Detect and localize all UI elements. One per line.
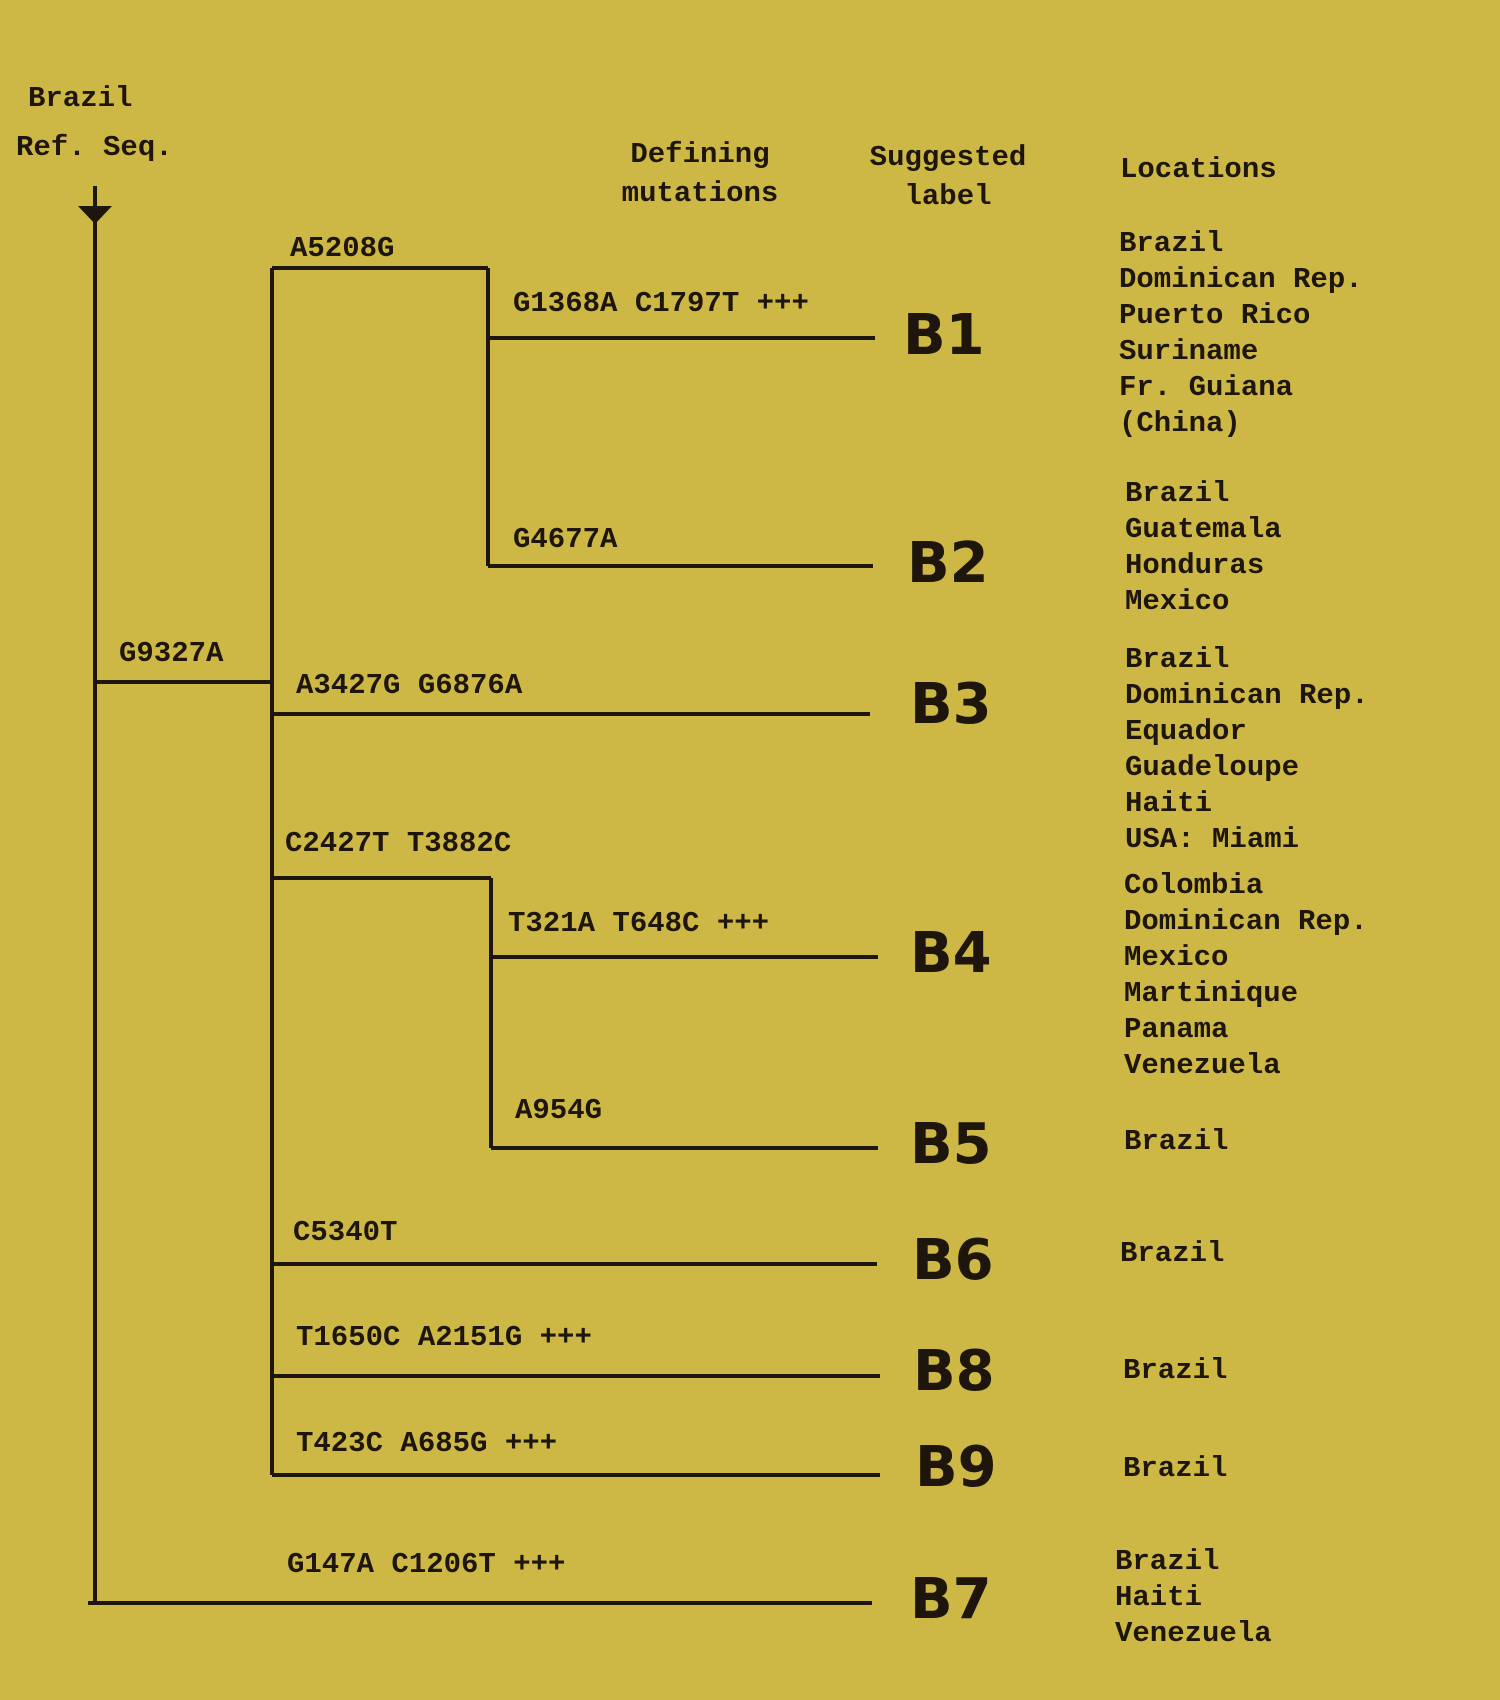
mutation-a5208g: A5208G [290,232,395,265]
mutation-b2: G4677A [513,523,618,556]
locations-b7 [1115,1544,1272,1652]
location-item: Panama [1124,1013,1229,1046]
header-mutations-line1: Defining [630,138,770,171]
clade-label-b8: B8 [913,1339,995,1404]
mutation-b9: T423C A685G +++ [296,1427,558,1460]
location-item: Equador [1125,715,1247,748]
mutation-b7: G147A C1206T +++ [287,1548,566,1581]
location-item: Mexico [1125,585,1230,618]
location-item: Brazil [1120,1237,1225,1270]
mutation-b8: T1650C A2151G +++ [296,1321,592,1354]
mutation-g9327a: G9327A [119,637,224,670]
mutation-b6: C5340T [293,1216,398,1249]
mutation-b3: A3427G G6876A [296,669,523,702]
root-label-line2: Ref. Seq. [16,131,173,164]
location-item: (China) [1119,407,1241,440]
location-item: Brazil [1125,643,1230,676]
clade-label-b1: B1 [903,303,985,368]
mutation-b4: T321A T648C +++ [508,907,770,940]
location-item: Guatemala [1125,513,1282,546]
mutation-c2427t-t3882c: C2427T T3882C [285,827,512,860]
location-item: Brazil [1124,1125,1229,1158]
location-item: Haiti [1125,787,1213,820]
location-item: Brazil [1125,477,1230,510]
clade-label-b7: B7 [910,1567,992,1632]
location-item: Dominican Rep. [1119,263,1363,296]
location-item: Martinique [1124,977,1299,1010]
clade-label-b6: B6 [912,1228,994,1293]
location-item: Venezuela [1115,1617,1272,1650]
clade-label-b4: B4 [910,921,992,986]
location-item: Brazil [1123,1354,1228,1387]
header-defining-mutations [600,135,800,213]
header-suggested-label [848,138,1048,216]
location-item: USA: Miami [1125,823,1300,856]
locations-b2 [1125,476,1282,620]
header-label-line2: label [904,180,992,213]
locations-b4 [1124,868,1368,1084]
header-label-line1: Suggested [869,141,1027,174]
locations-b5 [1124,1124,1228,1160]
mutation-b1: G1368A C1797T +++ [513,287,809,320]
locations-b1 [1119,226,1363,442]
locations-b6 [1120,1236,1224,1272]
location-item: Puerto Rico [1119,299,1311,332]
location-item: Mexico [1124,941,1229,974]
locations-b3 [1125,642,1369,858]
clade-label-b2: B2 [907,531,989,596]
clade-label-b9: B9 [915,1435,997,1500]
clade-label-b5: B5 [910,1112,992,1177]
root-arrow-head [78,206,112,224]
header-mutations-line2: mutations [621,177,779,210]
root-label-line1: Brazil [28,82,133,115]
location-item: Brazil [1115,1545,1220,1578]
locations-b8 [1123,1353,1227,1389]
location-item: Dominican Rep. [1124,905,1368,938]
location-item: Colombia [1124,869,1264,902]
location-item: Honduras [1125,549,1265,582]
location-item: Suriname [1119,335,1259,368]
location-item: Guadeloupe [1125,751,1300,784]
clade-label-b3: B3 [910,672,992,737]
location-item: Brazil [1119,227,1224,260]
location-item: Venezuela [1124,1049,1281,1082]
header-locations: Locations [1120,153,1277,186]
location-item: Haiti [1115,1581,1203,1614]
location-item: Dominican Rep. [1125,679,1369,712]
location-item: Brazil [1123,1452,1228,1485]
mutation-b5: A954G [515,1094,603,1127]
location-item: Fr. Guiana [1119,371,1294,404]
locations-b9 [1123,1451,1227,1487]
